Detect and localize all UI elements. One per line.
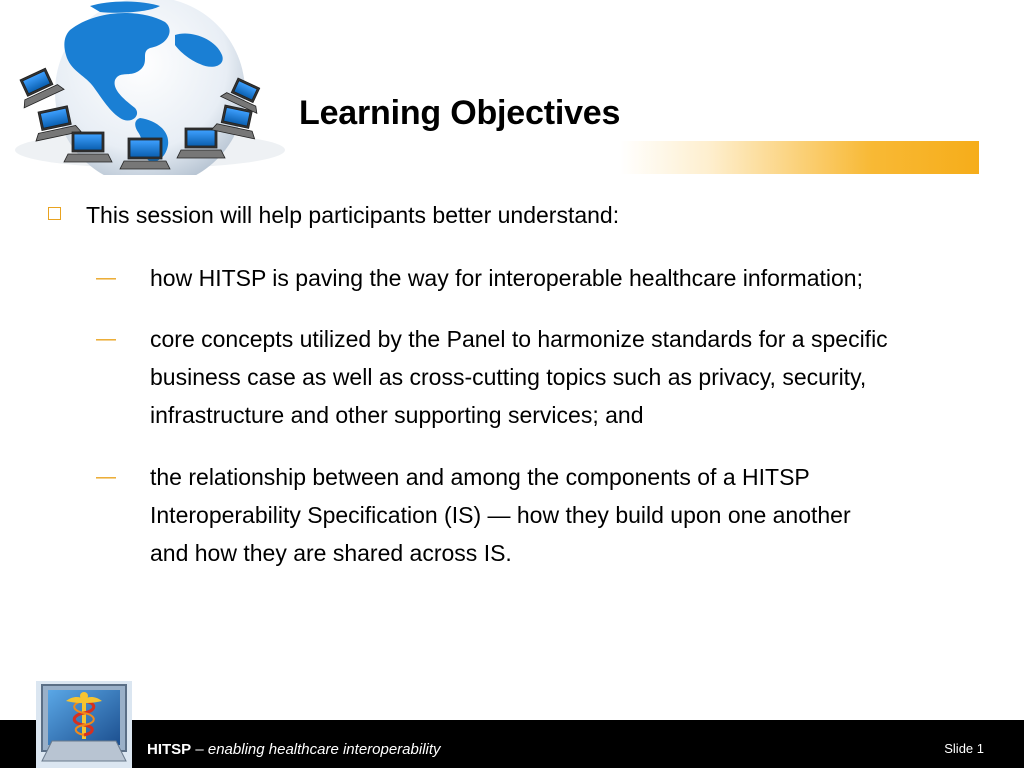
slide-title: Learning Objectives	[299, 94, 621, 132]
footer-brand	[147, 741, 441, 758]
sub-bullet-text: the relationship between and among the components of a HITSP Interoperability Specification (IS) — how they build upon one another and how they are shared across IS.	[150, 464, 851, 566]
sub-bullet-text: core concepts utilized by the Panel to harmonize standards for a specific business case as well as cross-cutting topics such as privacy, security, infrastructure and other supporting services; and	[150, 326, 888, 428]
slide-number: Slide 1	[944, 741, 984, 756]
medical-caduceus-monitor-icon	[36, 681, 132, 768]
title-accent-bar	[620, 141, 979, 174]
dash-bullet-icon: —	[96, 328, 116, 350]
main-bullet-text: This session will help participants better understand:	[86, 202, 620, 228]
dash-bullet-icon: —	[96, 267, 116, 289]
square-bullet-icon	[48, 207, 61, 220]
footer-brand-name: HITSP	[147, 741, 192, 758]
globe-with-laptops-icon	[0, 0, 290, 175]
sub-bullet-text: how HITSP is paving the way for interoperable healthcare information;	[150, 265, 863, 291]
footer-separator: –	[191, 741, 208, 758]
dash-bullet-icon: —	[96, 466, 116, 488]
footer-tagline: enabling healthcare interoperability	[207, 741, 441, 758]
